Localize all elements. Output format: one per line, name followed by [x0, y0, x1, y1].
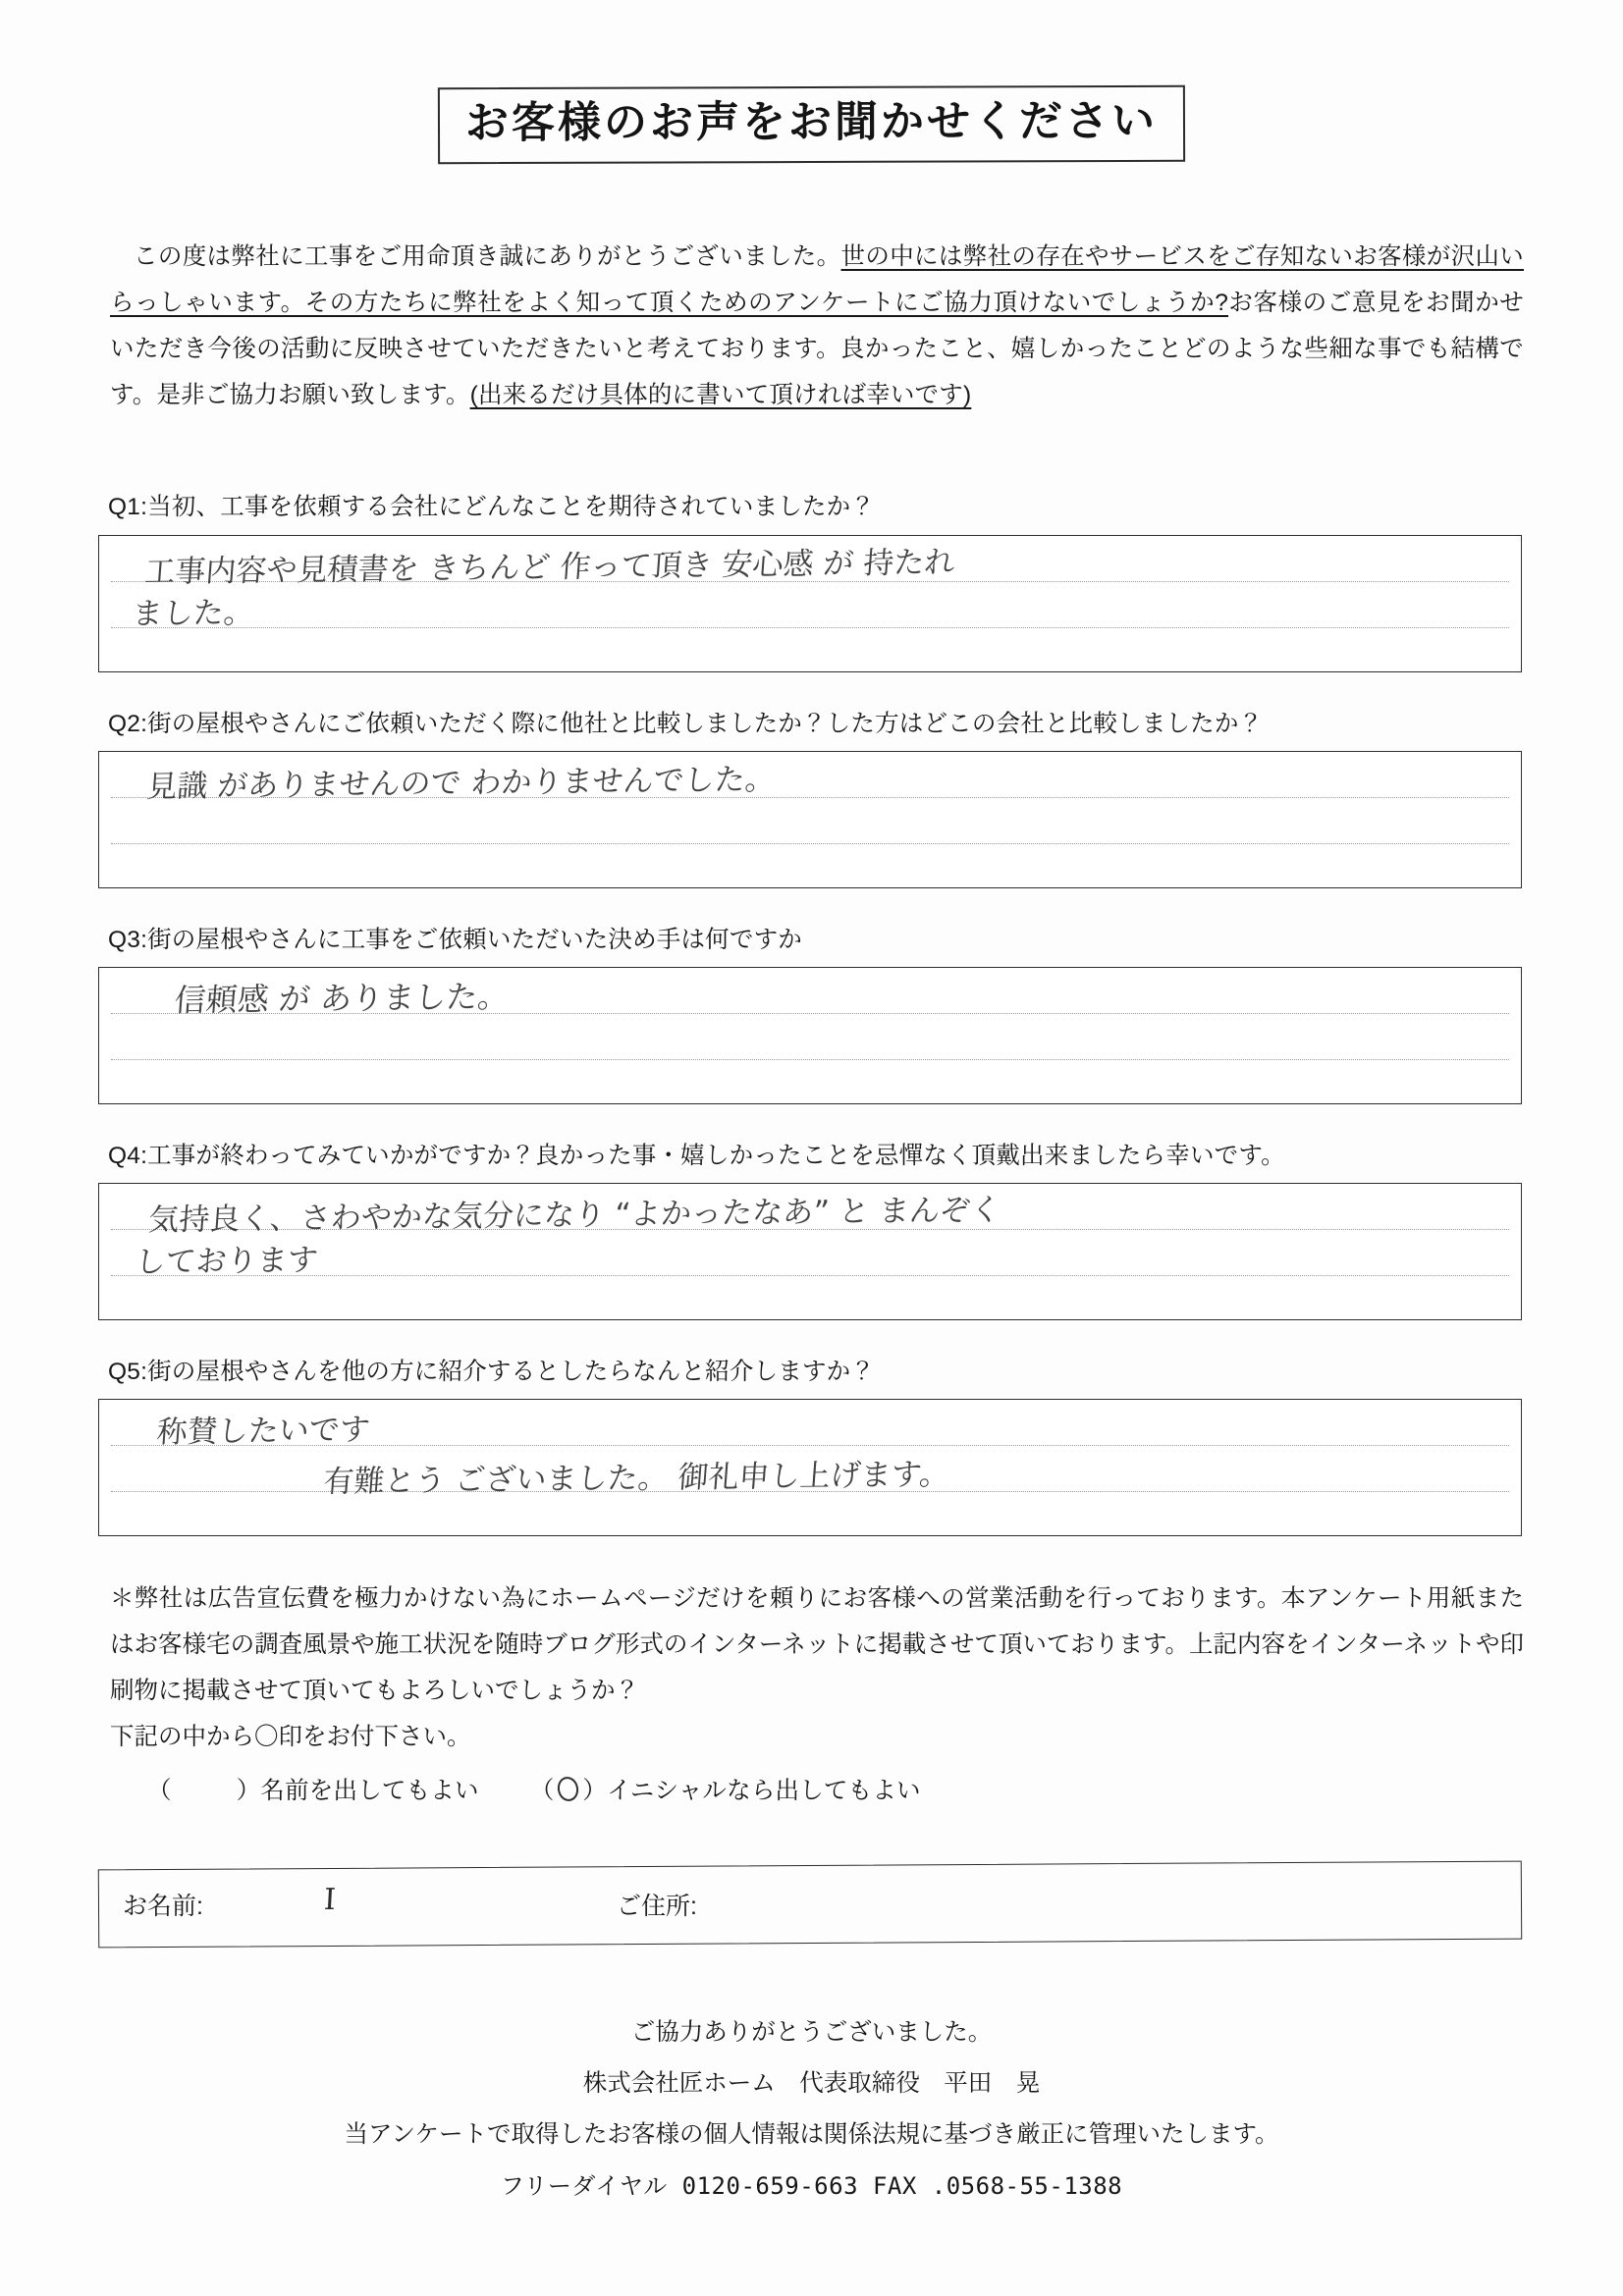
page-title-wrapper — [0, 86, 1623, 163]
question-label-q3: Q3:街の屋根やさんに工事をご依頼いただいた決め手は何ですか — [108, 927, 802, 953]
answer-q5-line1: 称賛したいです — [155, 1412, 372, 1451]
answer-q3-line1: 信頼感 が ありました。 — [173, 977, 511, 1020]
name-field-label: お名前: — [123, 1893, 203, 1920]
intro-sentence-2-underlined: 世の中には弊社の存在やサービスをご存知ないお客様が沢山いらっしゃいます。その方たちに弊社をよく知って頂くためのアンケートにご協力頂けないでしょうか? — [110, 243, 1524, 316]
answer-q5-line2: 有難とう ございました。 御礼申し上げます。 — [322, 1457, 951, 1500]
consent-option-initial-open: （ — [529, 1778, 555, 1804]
answer-q2-line1: 見識 がありませんので わかりませんでした。 — [145, 762, 778, 805]
intro-paragraph — [110, 234, 1524, 418]
name-field-value[interactable]: I — [323, 1883, 337, 1917]
consent-option-name-open: （ — [147, 1778, 172, 1804]
intro-sentence-1: この度は弊社に工事をご用命頂き誠にありがとうございました。 — [134, 243, 841, 270]
consent-option-initial-label: ）イニシャルなら出してもよい — [582, 1778, 921, 1804]
notice-paragraph: ＊弊社は広告宣伝費を極力かけない為にホームページだけを頼りにお客様への営業活動を行っております。本アンケート用紙またはお客様宅の調査風景や施工状況を随時ブログ形式のインターネットに掲載させて頂いております。上記内容をインターネットや印刷物に掲載させて頂いてもよろしいでしょうか？ — [110, 1585, 1524, 1704]
publication-notice — [110, 1575, 1524, 1760]
footer-contact: フリーダイヤル 0120-659-663 FAX .0568-55-1388 — [500, 2172, 1123, 2200]
footer-privacy-note: 当アンケートで取得したお客様の個人情報は関係法規に基づき厳正に管理いたします。 — [344, 2121, 1279, 2148]
intro-sentence-3: お客様のご意見をお聞かせいただき今後の活動に反映させていただきたいと考えております。良かったこと、嬉しかったことどのような些細な事でも結構です。是非ご協力お願い致します。 — [110, 290, 1524, 408]
page-title: お客様のお声をお聞かせください — [438, 85, 1185, 164]
address-field-label: ご住所: — [617, 1893, 697, 1920]
question-label-q5: Q5:街の屋根やさんを他の方に紹介するとしたらなんと紹介しますか？ — [108, 1359, 876, 1385]
question-label-q4: Q4:工事が終わってみていかがですか？良かった事・嬉しかったことを忌憚なく頂戴出来ましたら幸いです。 — [108, 1143, 1285, 1169]
question-label-q2: Q2:街の屋根やさんにご依頼いただく際に他社と比較しましたか？した方はどこの会社と比較しましたか？ — [108, 711, 1264, 737]
footer-company: 株式会社匠ホーム 代表取締役 平田 晃 — [582, 2070, 1041, 2097]
circle-mark-icon[interactable] — [556, 1775, 581, 1803]
answer-q4-line1: 気持良く、さわやかな気分になり “よかったなあ” と まんぞく — [146, 1192, 1002, 1239]
footer-thanks: ご協力ありがとうございました。 — [630, 2019, 993, 2046]
intro-sentence-4-underlined: (出来るだけ具体的に書いて頂ければ幸いです) — [469, 382, 972, 408]
notice-instruction: 下記の中から〇印をお付下さい。 — [110, 1724, 471, 1750]
consent-options — [147, 1772, 921, 1806]
question-label-q1: Q1:当初、工事を依頼する会社にどんなことを期待されていましたか？ — [108, 494, 876, 520]
consent-option-name-label: ）名前を出してもよい — [236, 1778, 479, 1804]
answer-q1-line2: ました。 — [131, 595, 256, 632]
answer-q1-line1: 工事内容や見積書を きちんど 作って頂き 安心感 が 持たれ — [142, 544, 956, 591]
page-footer — [0, 2007, 1623, 2212]
answer-q4-line2: しております — [134, 1242, 320, 1281]
name-address-box — [98, 1861, 1522, 1949]
